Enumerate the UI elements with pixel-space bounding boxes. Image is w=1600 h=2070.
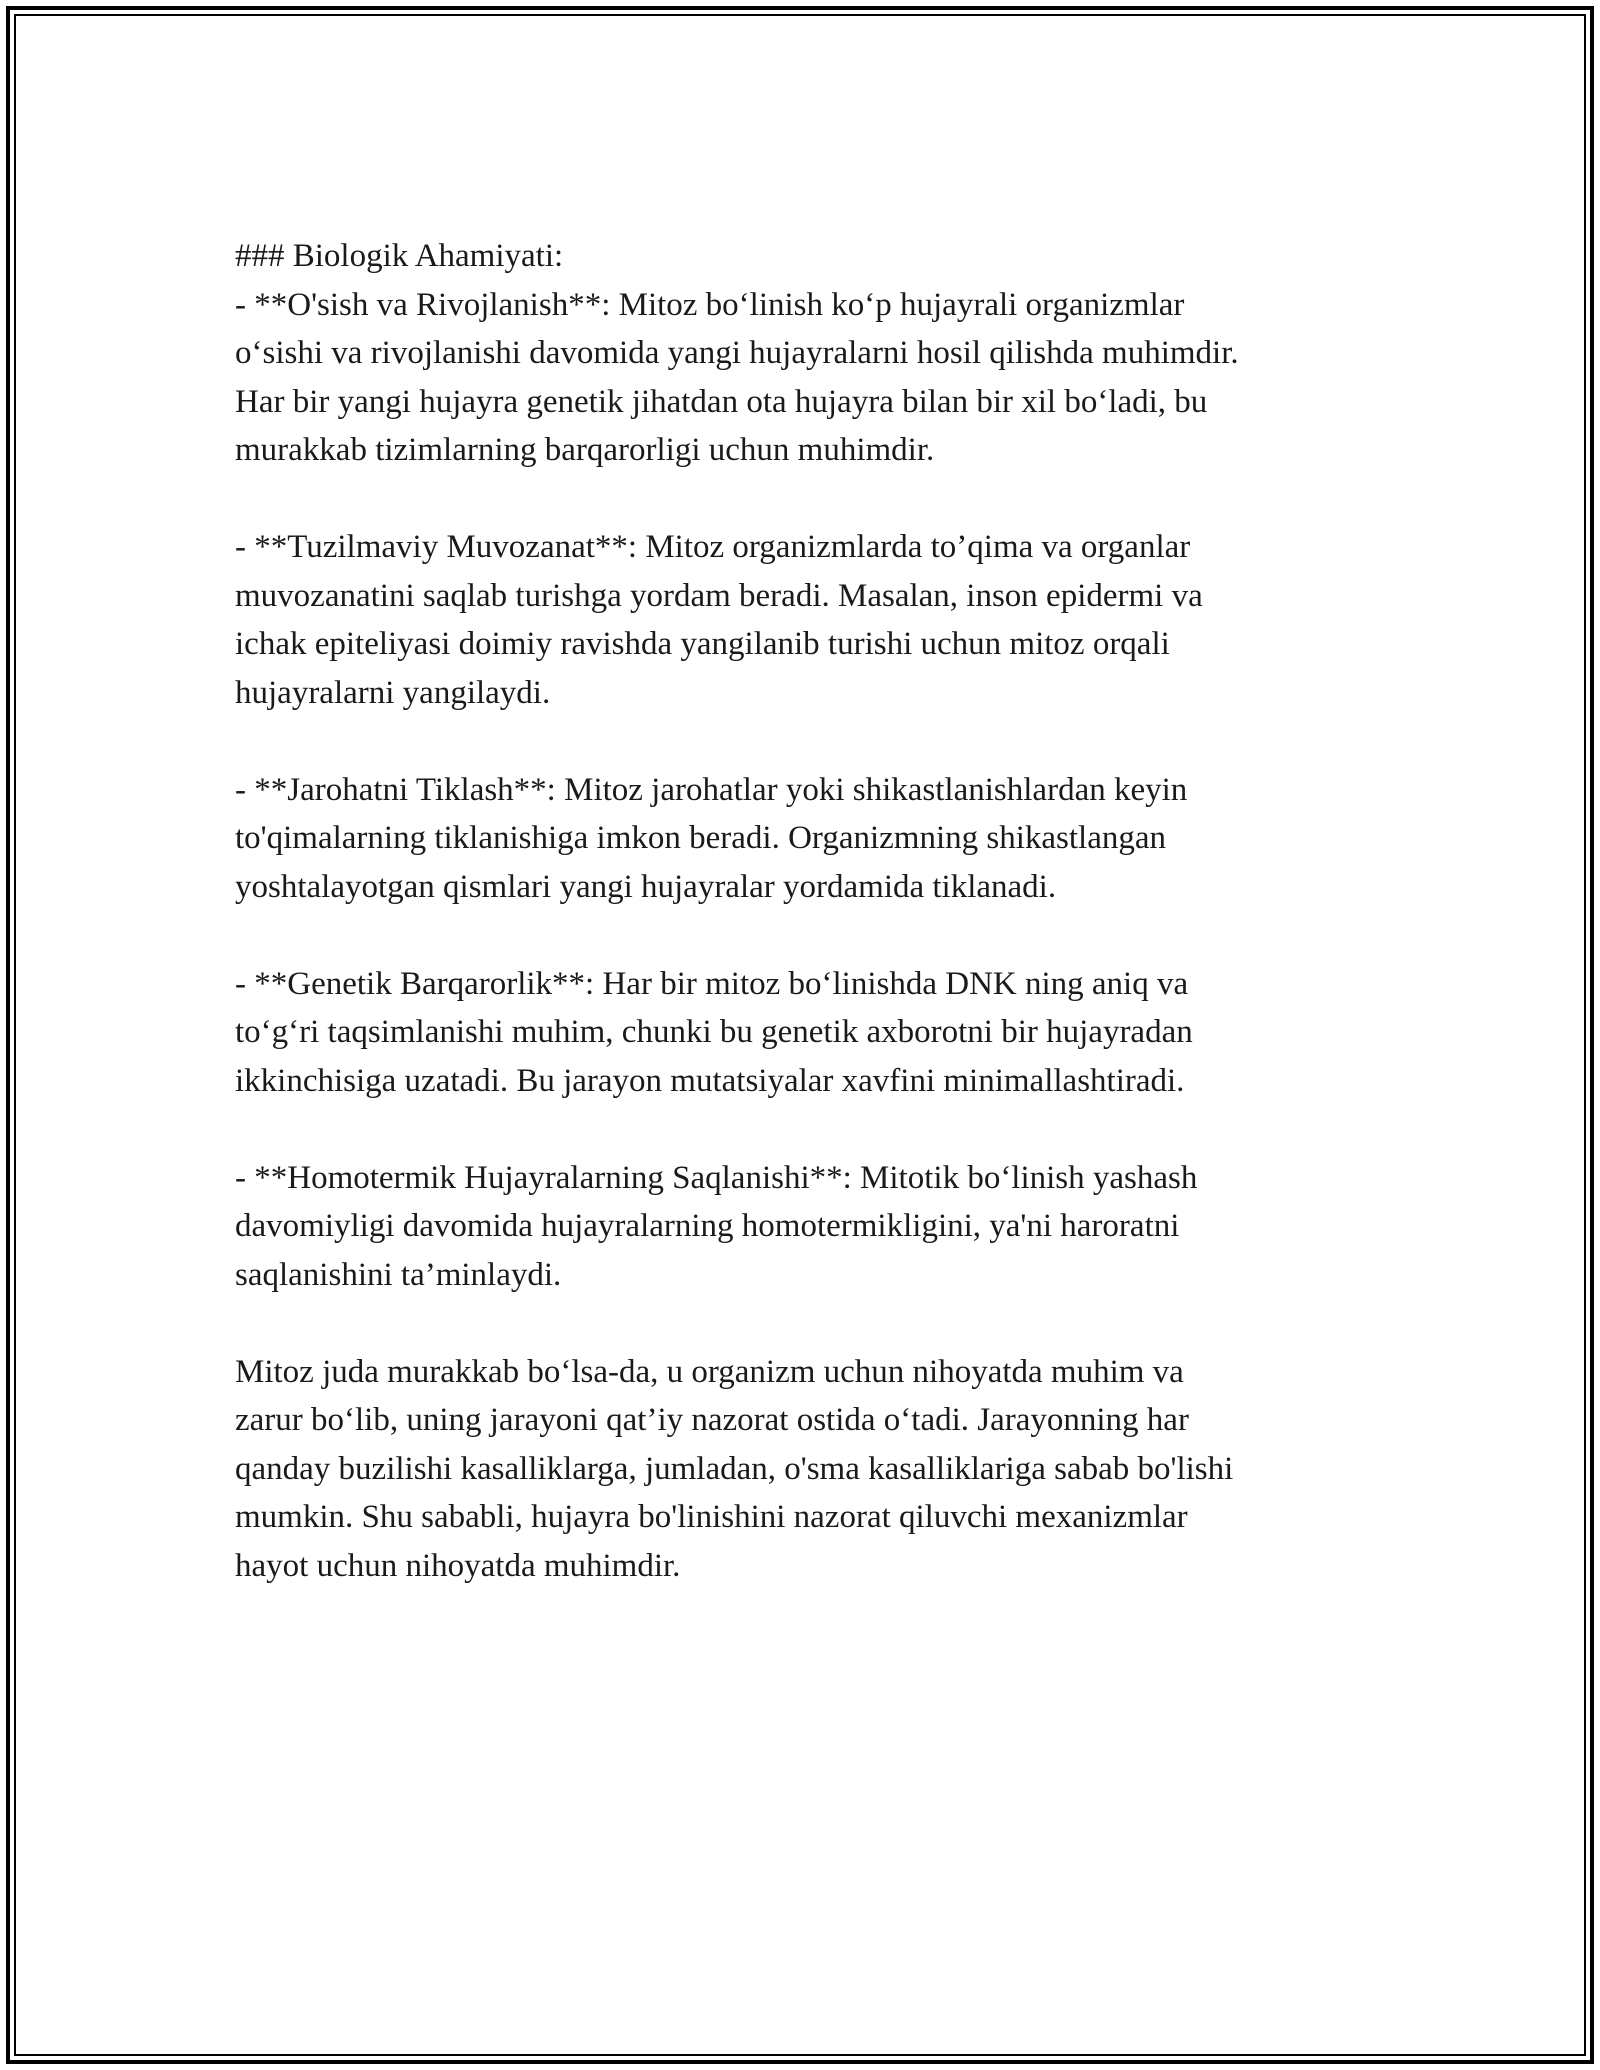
- paragraph-line: davomiyligi davomida hujayralarning homotermikligini, ya'ni haroratni: [235, 1208, 1180, 1244]
- paragraph-line: - **O'sish va Rivojlanish**: Mitoz bo‘linish ko‘p hujayrali organizmlar: [235, 286, 1185, 323]
- paragraph-line: to‘g‘ri taqsimlanishi muhim, chunki bu genetik axborotni bir hujayradan: [235, 1014, 1193, 1050]
- paragraph-line: - **Jarohatni Tiklash**: Mitoz jarohatlar yoki shikastlanishlardan keyin: [235, 771, 1188, 808]
- paragraph-line: to'qimalarning tiklanishiga imkon beradi. Organizmning shikastlangan: [235, 820, 1166, 856]
- paragraph-homotermik: [235, 1154, 1415, 1300]
- paragraph-line: Mitoz juda murakkab bo‘lsa-da, u organizm uchun nihoyatda muhim va: [235, 1353, 1184, 1390]
- paragraph-line: zarur bo‘lib, uning jarayoni qat’iy nazorat ostida o‘tadi. Jarayonning har: [235, 1402, 1189, 1438]
- paragraph-line: saqlanishini ta’minlaydi.: [235, 1256, 562, 1293]
- paragraph-line: qanday buzilishi kasalliklarga, jumladan, o'sma kasalliklariga sabab bo'lishi: [235, 1450, 1234, 1487]
- paragraph-line: Har bir yangi hujayra genetik jihatdan ota hujayra bilan bir xil bo‘ladi, bu: [235, 383, 1208, 420]
- paragraph-line: - **Tuzilmaviy Muvozanat**: Mitoz organizmlarda to’qima va organlar: [235, 529, 1191, 565]
- paragraph-line: hujayralarni yangilaydi.: [235, 674, 551, 711]
- paragraph-line: mumkin. Shu sababli, hujayra bo'linishini nazorat qiluvchi mexanizmlar: [235, 1499, 1188, 1535]
- document-body: [235, 232, 1415, 1639]
- paragraph-line: hayot uchun nihoyatda muhimdir.: [235, 1547, 681, 1584]
- paragraph-line: o‘sishi va rivojlanishi davomida yangi hujayralarni hosil qilishda muhimdir.: [235, 335, 1239, 371]
- paragraph-jarohatni-tiklash: [235, 766, 1415, 912]
- paragraph-tuzilmaviy-muvozanat: [235, 523, 1415, 717]
- paragraph-line: muvozanatini saqlab turishga yordam beradi. Masalan, inson epidermi va: [235, 577, 1203, 614]
- paragraph-conclusion: [235, 1348, 1415, 1591]
- paragraph-line: ikkinchisiga uzatadi. Bu jarayon mutatsiyalar xavfini minimallashtiradi.: [235, 1062, 1185, 1099]
- paragraph-line: - **Genetik Barqarorlik**: Har bir mitoz bo‘linishda DNK ning aniq va: [235, 965, 1189, 1002]
- paragraph-genetik-barqarorlik: [235, 960, 1415, 1106]
- paragraph-line: yoshtalayotgan qismlari yangi hujayralar yordamida tiklanadi.: [235, 868, 1057, 905]
- paragraph-line: murakkab tizimlarning barqarorligi uchun muhimdir.: [235, 432, 935, 468]
- paragraph-osish-rivojlanish: [235, 281, 1415, 475]
- paragraph-line: - **Homotermik Hujayralarning Saqlanishi**: Mitotik bo‘linish yashash: [235, 1159, 1198, 1196]
- section-heading: ### Biologik Ahamiyati:: [235, 238, 564, 274]
- paragraph-line: ichak epiteliyasi doimiy ravishda yangilanib turishi uchun mitoz orqali: [235, 626, 1170, 662]
